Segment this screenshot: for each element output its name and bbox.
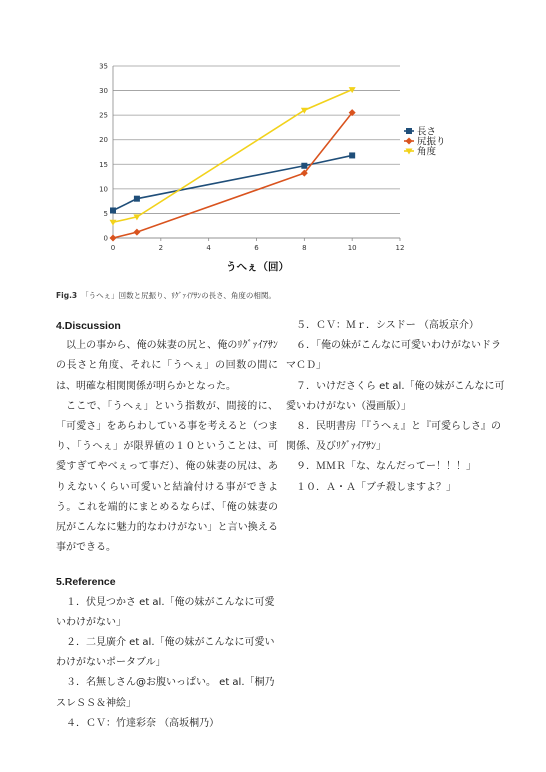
y-tick-label: 20 bbox=[99, 136, 108, 145]
reference-heading: 5.Reference bbox=[56, 576, 116, 589]
data-point bbox=[133, 229, 140, 236]
data-point bbox=[349, 152, 355, 158]
reference-item: ８．民明書房「『うへぇ』と『可愛らしさ』の関係、及びﾘｸﾞｧｲｱｻﾝ」 bbox=[286, 421, 501, 453]
data-point bbox=[301, 108, 308, 114]
data-point bbox=[301, 163, 307, 169]
y-tick-label: 35 bbox=[99, 62, 108, 71]
right-column bbox=[286, 316, 508, 498]
legend-marker bbox=[406, 138, 413, 145]
series-line-1 bbox=[113, 155, 352, 210]
y-tick-label: 10 bbox=[99, 185, 108, 194]
y-tick-label: 25 bbox=[99, 111, 108, 120]
reference-item: １．伏見つかさ et al.「俺の妹がこんなに可愛いわけがない」 bbox=[56, 596, 275, 628]
data-point bbox=[134, 196, 140, 202]
legend-label: 尻振り bbox=[417, 136, 446, 148]
x-tick-label: 6 bbox=[254, 244, 259, 252]
series-line-2 bbox=[113, 113, 352, 238]
reference-item: ４．ＣＶ：竹達彩奈 （高坂桐乃） bbox=[66, 717, 220, 729]
reference-item: ９．ＭＭＲ「な、なんだってー！！！」 bbox=[296, 461, 476, 473]
reference-item: ７．いけださくら et al.「俺の妹がこんなに可愛いわけがない（漫画版）」 bbox=[286, 380, 505, 412]
legend-label: 角度 bbox=[417, 146, 437, 158]
reference-item: １０．Ａ・Ａ「ブチ殺しますよ？」 bbox=[296, 481, 456, 493]
discussion-heading: 4.Discussion bbox=[56, 320, 121, 332]
data-point bbox=[110, 220, 117, 226]
x-tick-label: 8 bbox=[302, 244, 307, 252]
figure-caption-text: 「うへぇ」回数と尻振り、ﾘｸﾞｧｲｱｻﾝの長さ、角度の相関。 bbox=[81, 291, 276, 300]
reference-item: ５．ＣＶ：Ｍｒ．シスドー （高坂京介） bbox=[296, 320, 479, 331]
correlation-chart bbox=[0, 0, 546, 290]
y-tick-label: 5 bbox=[103, 209, 108, 218]
data-point bbox=[110, 207, 116, 213]
x-tick-label: 10 bbox=[347, 244, 357, 252]
x-axis-label: うへぇ（回） bbox=[226, 261, 289, 273]
reference-item: ６．「俺の妹がこんなに可愛いわけがないドラマＣＤ」 bbox=[286, 340, 501, 372]
discussion-paragraph-2: ここで、「うへぇ」という指数が、間接的に、「可愛さ」をあらわしている事を考えると（つまり、「うへぇ」が限界値の１０ということは、可愛すぎてやべぇって事だ）、俺の妹妻の尻は、ありえないくらい可愛いと結論付ける事ができよう。これを端的にまとめるならば、「俺の妹妻の尻がこんなに魅力的なわけがない」と言い換える事ができる。 bbox=[56, 400, 278, 554]
figure-label: Fig.3 bbox=[56, 291, 78, 300]
reference-item: ３．名無しさん@お腹いっぱい。 et al.「桐乃スレＳＳ＆神絵」 bbox=[56, 677, 275, 709]
x-tick-label: 4 bbox=[206, 244, 211, 252]
x-tick-label: 12 bbox=[395, 244, 405, 252]
figure-caption bbox=[56, 290, 516, 301]
y-tick-label: 0 bbox=[103, 234, 108, 243]
x-tick-label: 2 bbox=[158, 244, 164, 252]
discussion-paragraph-1: 以上の事から、俺の妹妻の尻と、俺のﾘｸﾞｧｲｱｻﾝの長さと角度、それに「うへぇ」の回数の間には、明確な相関関係が明らかとなった。 bbox=[56, 340, 278, 392]
series-line-3 bbox=[113, 90, 352, 223]
y-tick-label: 15 bbox=[99, 160, 108, 169]
x-tick-label: 0 bbox=[110, 244, 116, 252]
left-column bbox=[56, 316, 278, 734]
legend-label: 長さ bbox=[417, 126, 437, 138]
data-point bbox=[110, 235, 117, 242]
legend-marker bbox=[406, 128, 412, 134]
reference-item: ２．二見廣介 et al.「俺の妹がこんなに可愛いわけがないポータブル」 bbox=[56, 637, 275, 669]
y-tick-label: 30 bbox=[99, 87, 108, 96]
